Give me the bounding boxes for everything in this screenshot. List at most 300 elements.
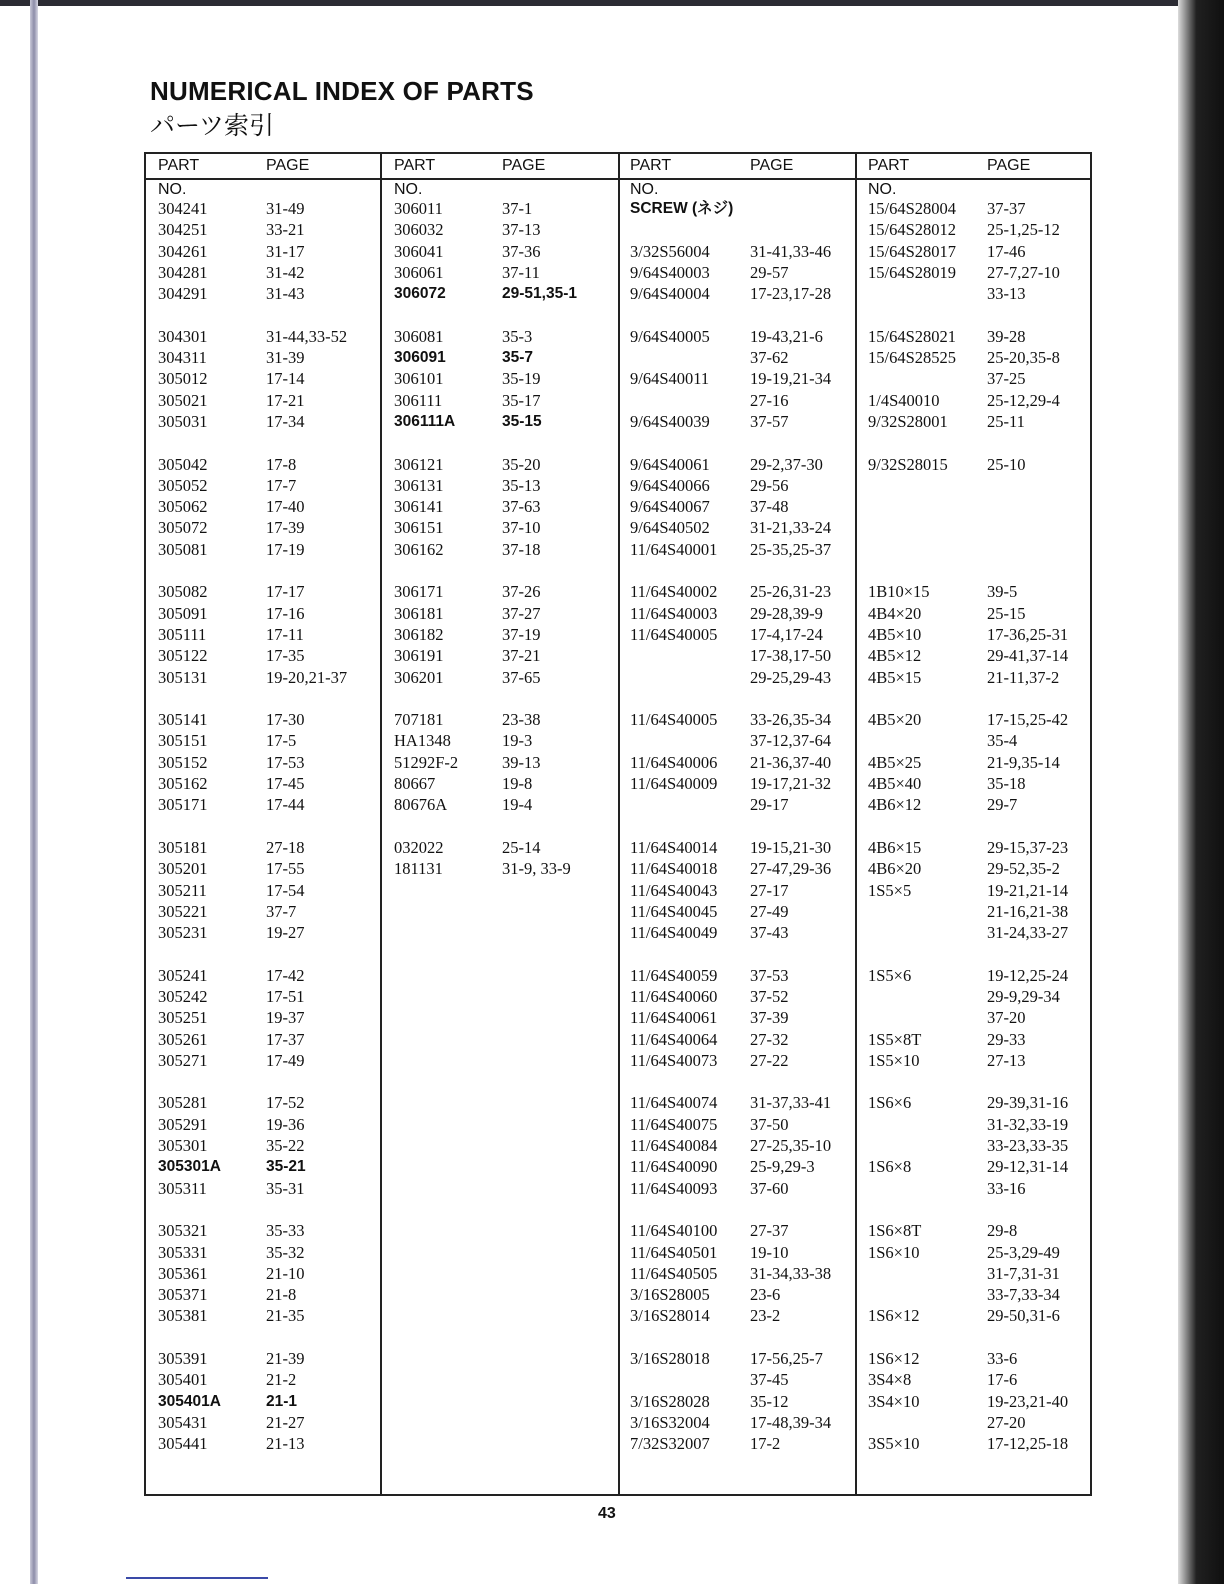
page-reference: 27-13 [987, 1050, 1026, 1070]
page-reference: 35-31 [266, 1178, 305, 1198]
part-number: 15/64S28004 [868, 199, 957, 218]
part-number: 4B5×15 [868, 667, 922, 687]
page-reference: 17-52 [266, 1093, 305, 1113]
page-reference: 29-39,31-16 [987, 1093, 1069, 1113]
page-reference: 17-53 [266, 752, 305, 772]
page-reference: 29-28,39-9 [750, 603, 823, 623]
page-reference: 27-18 [266, 837, 305, 857]
part-number: 1S5×6 [868, 965, 912, 985]
part-number: 9/32S28015 [868, 454, 948, 474]
page-reference: 37-11 [502, 262, 540, 282]
page-reference: 35-17 [502, 390, 541, 410]
page-reference: 19-4 [502, 795, 533, 815]
part-number: 1S6×6 [868, 1093, 912, 1113]
part-number: 15/64S28525 [868, 348, 957, 368]
part-number: SCREW (ネジ) [630, 200, 734, 217]
page-reference: 37-63 [502, 497, 541, 517]
page-reference: 33-16 [987, 1178, 1026, 1198]
header-page: PAGE [987, 157, 1031, 174]
page-reference: 19-43,21-6 [750, 326, 823, 346]
part-number: 305242 [158, 986, 208, 1006]
page-reference: 25-11 [987, 411, 1025, 431]
part-number: 1/4S40010 [868, 390, 940, 410]
page-reference: 37-53 [750, 965, 789, 985]
page-reference: 17-14 [266, 369, 305, 389]
page-reference: 37-10 [502, 518, 541, 538]
page-reference: 35-21 [266, 1158, 306, 1176]
page-reference: 19-8 [502, 774, 533, 794]
page-reference: 19-17,21-32 [750, 774, 832, 794]
page-reference: 29-2,37-30 [750, 454, 823, 474]
page-reference: 31-44,33-52 [266, 326, 348, 346]
part-number: 305381 [158, 1306, 208, 1326]
part-number: 80667 [394, 774, 436, 794]
part-number: 305122 [158, 646, 208, 666]
page-reference: 17-21 [266, 390, 305, 410]
part-number: 305181 [158, 837, 208, 857]
part-number: 11/64S40001 [630, 539, 718, 559]
part-number: 306072 [394, 285, 446, 303]
part-number: 51292F-2 [394, 752, 459, 772]
part-number: 305301 [158, 1136, 208, 1156]
page-reference: 19-3 [502, 731, 533, 751]
page-reference: 33-7,33-34 [987, 1285, 1060, 1305]
header-part-no: PART NO. [630, 157, 671, 198]
part-number: 1S6×8 [868, 1157, 912, 1177]
page-reference: 17-40 [266, 497, 305, 517]
page-reference: 29-7 [987, 795, 1018, 815]
page-reference: 17-51 [266, 986, 305, 1006]
part-number: 305072 [158, 518, 208, 538]
part-number: 181131 [394, 859, 443, 879]
page-reference: 27-47,29-36 [750, 859, 832, 879]
page-reference: 29-33 [987, 1029, 1026, 1049]
page-reference: 17-15,25-42 [987, 710, 1069, 730]
part-number: 9/64S40502 [630, 518, 710, 538]
part-number: 7/32S32007 [630, 1434, 710, 1454]
part-number: 305091 [158, 603, 208, 623]
page-reference: 19-10 [750, 1242, 789, 1262]
part-number: 1S6×8T [868, 1221, 922, 1241]
part-number: 305021 [158, 390, 208, 410]
page-reference: 31-37,33-41 [750, 1093, 832, 1113]
part-number: 11/64S40006 [630, 752, 718, 772]
page-reference: 17-5 [266, 731, 297, 751]
page-reference: 19-21,21-14 [987, 880, 1069, 900]
part-number: 11/64S40090 [630, 1157, 718, 1177]
page-reference: 17-35 [266, 646, 305, 666]
page-reference: 37-7 [266, 901, 297, 921]
part-number: 304251 [158, 220, 208, 240]
page-reference: 25-20,35-8 [987, 348, 1060, 368]
page-title: NUMERICAL INDEX OF PARTS [150, 76, 534, 106]
page-reference: 27-25,35-10 [750, 1136, 832, 1156]
part-number: 11/64S40074 [630, 1093, 718, 1113]
page-reference: 35-13 [502, 475, 541, 495]
part-number: 306141 [394, 497, 444, 517]
part-number: 305391 [158, 1349, 208, 1369]
page-reference: 23-6 [750, 1285, 781, 1305]
page-reference: 27-7,27-10 [987, 262, 1060, 282]
page-reference: 19-36 [266, 1114, 305, 1134]
part-number: 305082 [158, 582, 208, 602]
part-number: 305131 [158, 667, 208, 687]
page-reference: 37-12,37-64 [750, 731, 832, 751]
part-number: 304281 [158, 262, 208, 282]
page-reference: 17-49 [266, 1050, 305, 1070]
page-reference: 37-45 [750, 1370, 789, 1390]
part-number: 15/64S28017 [868, 241, 957, 261]
page-reference: 35-19 [502, 369, 541, 389]
header-page: PAGE [502, 157, 546, 174]
part-number: 9/32S28001 [868, 411, 948, 431]
page-number: 43 [598, 1505, 616, 1522]
part-number: 15/64S28019 [868, 262, 957, 282]
page-reference: 19-37 [266, 1008, 305, 1028]
part-number: 4B5×40 [868, 774, 922, 794]
page-reference: 31-41,33-46 [750, 241, 832, 261]
part-number: 9/64S40039 [630, 411, 710, 431]
page-reference: 37-27 [502, 603, 541, 623]
page-reference: 19-27 [266, 923, 305, 943]
page-reference: 35-15 [502, 412, 542, 430]
part-number: 306091 [394, 349, 446, 367]
page-reference: 37-20 [987, 1008, 1026, 1028]
part-number: 11/64S40061 [630, 1008, 718, 1028]
part-number: 305371 [158, 1285, 208, 1305]
page-reference: 23-38 [502, 710, 541, 730]
part-number: 3S5×10 [868, 1434, 920, 1454]
part-number: 4B5×10 [868, 624, 922, 644]
page-reference: 25-15 [987, 603, 1026, 623]
part-number: 9/64S40004 [630, 284, 710, 304]
part-number: 11/64S40018 [630, 859, 718, 879]
part-number: 9/64S40061 [630, 454, 710, 474]
page-reference: 17-11 [266, 624, 304, 644]
page-reference: 21-16,21-38 [987, 901, 1069, 921]
part-number: 304311 [158, 348, 207, 368]
page-reference: 17-37 [266, 1029, 305, 1049]
page-reference: 17-17 [266, 582, 305, 602]
page-reference: 17-8 [266, 454, 297, 474]
part-number: 306151 [394, 518, 444, 538]
page-reference: 17-7 [266, 475, 297, 495]
page-reference: 37-18 [502, 539, 541, 559]
page-reference: 25-9,29-3 [750, 1157, 815, 1177]
page-reference: 23-2 [750, 1306, 781, 1326]
page-reference: 31-21,33-24 [750, 518, 832, 538]
page-reference: 35-4 [987, 731, 1018, 751]
part-number: 11/64S40002 [630, 582, 718, 602]
part-number: 9/64S40005 [630, 326, 710, 346]
part-number: 305321 [158, 1221, 208, 1241]
page-reference: 29-41,37-14 [987, 646, 1069, 666]
part-number: 1S6×12 [868, 1306, 920, 1326]
part-number: 15/64S28021 [868, 326, 957, 346]
page-reference: 31-43 [266, 284, 305, 304]
page-reference: 35-18 [987, 774, 1026, 794]
part-number: 11/64S40014 [630, 837, 718, 857]
part-number: 3/16S28018 [630, 1349, 710, 1369]
part-number: 305211 [158, 880, 207, 900]
page-reference: 21-35 [266, 1306, 305, 1326]
page-reference: 31-9, 33-9 [502, 859, 571, 879]
page-reference: 17-54 [266, 880, 305, 900]
page-reference: 35-20 [502, 454, 541, 474]
page-reference: 31-24,33-27 [987, 923, 1069, 943]
page-reference: 37-48 [750, 497, 789, 517]
parts-index-table [144, 152, 1092, 1496]
page-reference: 37-52 [750, 986, 789, 1006]
page-reference: 37-37 [987, 199, 1026, 218]
page-reference: 17-44 [266, 795, 305, 815]
page-reference: 21-11,37-2 [987, 667, 1060, 687]
page-reference: 17-4,17-24 [750, 624, 823, 644]
page-reference: 17-56,25-7 [750, 1349, 823, 1369]
page-reference: 17-12,25-18 [987, 1434, 1069, 1454]
page-reference: 35-22 [266, 1136, 305, 1156]
page-reference: 37-39 [750, 1008, 789, 1028]
part-number: 305221 [158, 901, 208, 921]
part-number: 305201 [158, 859, 208, 879]
page-reference: 31-17 [266, 241, 305, 261]
part-number: 305441 [158, 1434, 208, 1454]
page-reference: 37-60 [750, 1178, 789, 1198]
part-number: 3/32S56004 [630, 241, 710, 261]
page-reference: 37-13 [502, 220, 541, 240]
part-number: 306162 [394, 539, 444, 559]
page-reference: 33-21 [266, 220, 305, 240]
part-number: 4B6×20 [868, 859, 922, 879]
part-number: 9/64S40011 [630, 369, 710, 389]
page-reference: 27-22 [750, 1050, 789, 1070]
part-number: 11/64S40073 [630, 1050, 718, 1070]
part-number: 304291 [158, 284, 208, 304]
part-number: 305042 [158, 454, 208, 474]
column-divider [618, 154, 620, 1494]
part-number: 11/64S40501 [630, 1242, 718, 1262]
part-number: 305281 [158, 1093, 208, 1113]
part-number: 306032 [394, 220, 444, 240]
page-reference: 27-32 [750, 1029, 789, 1049]
part-number: 305431 [158, 1412, 208, 1432]
part-number: 3/16S28014 [630, 1306, 710, 1326]
page-reference: 19-23,21-40 [987, 1391, 1069, 1411]
page-reference: 17-2 [750, 1434, 781, 1454]
part-number: 305241 [158, 965, 208, 985]
page-reference: 37-25 [987, 369, 1026, 389]
page-reference: 25-35,25-37 [750, 539, 832, 559]
page-reference: 37-65 [502, 667, 541, 687]
page-reference: 33-13 [987, 284, 1026, 304]
part-number: 4B5×25 [868, 752, 922, 772]
page-reference: 31-7,31-31 [987, 1263, 1060, 1283]
part-number: 306041 [394, 241, 444, 261]
page-reference: 29-56 [750, 475, 789, 495]
part-number: 305171 [158, 795, 208, 815]
part-number: 1S6×12 [868, 1349, 920, 1369]
part-number: 9/64S40066 [630, 475, 710, 495]
part-number: 1S6×10 [868, 1242, 920, 1262]
page-reference: 29-12,31-14 [987, 1157, 1069, 1177]
part-number: 4B5×20 [868, 710, 922, 730]
part-number: 306061 [394, 262, 444, 282]
page-reference: 21-8 [266, 1285, 297, 1305]
part-number: 306081 [394, 326, 444, 346]
page-reference: 37-21 [502, 646, 541, 666]
page-reference: 37-57 [750, 411, 789, 431]
page-reference: 33-6 [987, 1349, 1018, 1369]
page-reference: 25-1,25-12 [987, 220, 1060, 240]
page-reference: 33-26,35-34 [750, 710, 832, 730]
part-number: 305251 [158, 1008, 208, 1028]
part-number: 306011 [394, 199, 443, 218]
page-reference: 37-43 [750, 923, 789, 943]
part-number: 11/64S40005 [630, 624, 718, 644]
part-number: 305361 [158, 1263, 208, 1283]
part-number: 11/64S40043 [630, 880, 718, 900]
part-number: 1S5×8T [868, 1029, 922, 1049]
page-reference: 17-30 [266, 710, 305, 730]
page-reference: 37-36 [502, 241, 541, 261]
page-reference: 39-5 [987, 582, 1018, 602]
page-reference: 39-13 [502, 752, 541, 772]
part-number: 3/16S28028 [630, 1391, 710, 1411]
page-reference: 35-7 [502, 349, 534, 367]
page-reference: 17-19 [266, 539, 305, 559]
page-reference: 19-20,21-37 [266, 667, 348, 687]
part-number: 305152 [158, 752, 208, 772]
page-reference: 31-34,33-38 [750, 1263, 832, 1283]
column-divider [380, 154, 382, 1494]
part-number: 1S5×5 [868, 880, 912, 900]
part-number: 306182 [394, 624, 444, 644]
part-number: 3S4×8 [868, 1370, 912, 1390]
page-reference: 27-16 [750, 390, 789, 410]
part-number: 4B5×12 [868, 646, 922, 666]
page-reference: 37-50 [750, 1114, 789, 1134]
part-number: 4B6×15 [868, 837, 922, 857]
page-reference: 33-23,33-35 [987, 1136, 1069, 1156]
page-reference: 17-36,25-31 [987, 624, 1069, 644]
part-number: 9/64S40067 [630, 497, 710, 517]
page-reference: 37-19 [502, 624, 541, 644]
part-number: 9/64S40003 [630, 262, 710, 282]
page-reference: 29-51,35-1 [502, 285, 577, 303]
page-reference: 29-15,37-23 [987, 837, 1069, 857]
scan-mark [126, 1577, 268, 1579]
part-number: HA1348 [394, 731, 451, 751]
part-number: 305162 [158, 774, 208, 794]
page-reference: 29-52,35-2 [987, 859, 1060, 879]
page-reference: 17-34 [266, 411, 305, 431]
page-reference: 17-42 [266, 965, 305, 985]
header-part-no: PART NO. [394, 157, 435, 198]
part-number: 305151 [158, 731, 208, 751]
part-number: 305111 [158, 624, 207, 644]
part-number: 306111 [394, 390, 443, 410]
header-part-no: PART NO. [158, 157, 199, 198]
page-reference: 37-62 [750, 348, 789, 368]
page-reference: 17-55 [266, 859, 305, 879]
page-reference: 19-12,25-24 [987, 965, 1069, 985]
page-reference: 17-6 [987, 1370, 1018, 1390]
part-number: 305031 [158, 411, 208, 431]
page-reference: 35-33 [266, 1221, 305, 1241]
page-reference: 17-38,17-50 [750, 646, 832, 666]
page-reference: 21-13 [266, 1434, 305, 1454]
page-reference: 25-3,29-49 [987, 1242, 1060, 1262]
part-number: 306111A [394, 412, 456, 430]
part-number: 11/64S40093 [630, 1178, 718, 1198]
part-number: 1B10×15 [868, 582, 930, 602]
page-reference: 31-42 [266, 262, 305, 282]
page-reference: 21-39 [266, 1349, 305, 1369]
page-reference: 19-19,21-34 [750, 369, 832, 389]
page-reference: 29-17 [750, 795, 789, 815]
page-reference: 19-15,21-30 [750, 837, 832, 857]
header-part-no: PART NO. [868, 157, 909, 198]
part-number: 304241 [158, 199, 208, 218]
part-number: 305301A [158, 1158, 221, 1176]
part-number: 305311 [158, 1178, 207, 1198]
scan-top-edge [0, 0, 1224, 6]
part-number: 707181 [394, 710, 444, 730]
header-page: PAGE [266, 157, 310, 174]
page-reference: 27-49 [750, 901, 789, 921]
page-reference: 39-28 [987, 326, 1026, 346]
page-reference: 31-32,33-19 [987, 1114, 1069, 1134]
page-reference: 25-12,29-4 [987, 390, 1060, 410]
page-reference: 29-57 [750, 262, 789, 282]
part-number: 306201 [394, 667, 444, 687]
part-number: 306191 [394, 646, 444, 666]
part-number: 305331 [158, 1242, 208, 1262]
page-reference: 35-32 [266, 1242, 305, 1262]
page-reference: 17-23,17-28 [750, 284, 832, 304]
part-number: 306131 [394, 475, 444, 495]
part-number: 11/64S40005 [630, 710, 718, 730]
page-reference: 21-1 [266, 1392, 298, 1410]
part-number: 11/64S40505 [630, 1263, 718, 1283]
part-number: 305012 [158, 369, 208, 389]
part-number: 305271 [158, 1050, 208, 1070]
part-number: 304261 [158, 241, 208, 261]
page-reference: 17-45 [266, 774, 305, 794]
page-reference: 31-39 [266, 348, 305, 368]
page-reference: 37-1 [502, 199, 533, 218]
part-number: 305291 [158, 1114, 208, 1134]
part-number: 306101 [394, 369, 444, 389]
part-number: 3S4×10 [868, 1391, 920, 1411]
part-number: 15/64S28012 [868, 220, 957, 240]
part-number: 11/64S40084 [630, 1136, 718, 1156]
part-number: 305062 [158, 497, 208, 517]
part-number: 11/64S40100 [630, 1221, 718, 1241]
scan-right-edge [1178, 0, 1224, 1584]
part-number: 11/64S40009 [630, 774, 718, 794]
part-number: 1S5×10 [868, 1050, 920, 1070]
part-number: 305231 [158, 923, 208, 943]
part-number: 306121 [394, 454, 444, 474]
page-subtitle: パーツ索引 [150, 111, 275, 140]
part-number: 4B4×20 [868, 603, 922, 623]
part-number: 11/64S40064 [630, 1029, 718, 1049]
part-number: 11/64S40059 [630, 965, 718, 985]
part-number: 80676A [394, 795, 448, 815]
page-reference: 35-3 [502, 326, 533, 346]
page-reference: 27-37 [750, 1221, 789, 1241]
